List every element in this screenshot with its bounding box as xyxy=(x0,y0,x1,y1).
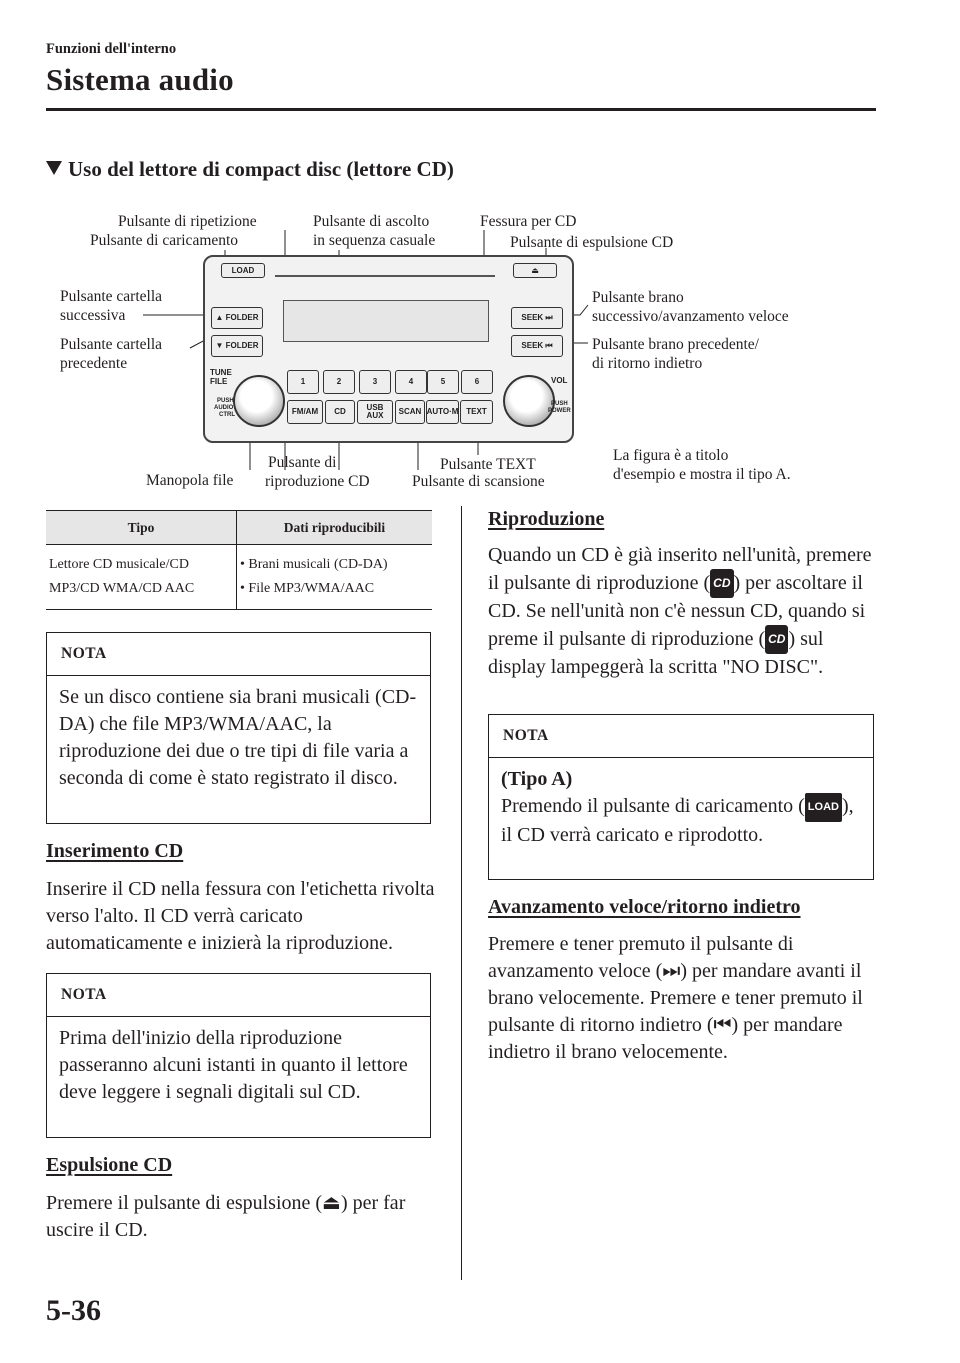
preset-4-button[interactable]: 4 xyxy=(395,370,427,394)
label-track-prev-2: di ritorno indietro xyxy=(592,355,703,372)
audio-label: AUDIO xyxy=(214,405,234,411)
preset-2-button[interactable]: 2 xyxy=(323,370,355,394)
label-track-next-2: successivo/avanzamento veloce xyxy=(592,308,789,325)
aux-label: AUX xyxy=(366,411,384,420)
rewind-icon: ⏮ xyxy=(713,1014,732,1036)
table-header-data: Dati riproducibili xyxy=(237,511,433,545)
table-row xyxy=(46,545,432,610)
power-label: POWER xyxy=(548,408,571,414)
eject-paragraph: Premere il pulsante di espulsione (⏏) per far uscire il CD. xyxy=(46,1192,406,1241)
column-divider xyxy=(461,506,462,1280)
push-label-left: PUSH xyxy=(217,398,234,404)
usb-aux-button[interactable] xyxy=(357,400,393,424)
folder-down-button[interactable]: ▼ FOLDER xyxy=(211,335,263,357)
playable-data-table xyxy=(46,510,432,610)
cd-button-icon: CD xyxy=(765,625,788,654)
section-title: Sistema audio xyxy=(46,62,234,97)
file-label: FILE xyxy=(210,377,228,386)
play-paragraph: Quando un CD è già inserito nell'unità, premere il pulsante di riproduzione ( CD ) per ascoltare il CD. Se nell'unità non c'è nessun CD, quando si preme il pulsante di riproduzione ( CD ) sul display lampeggerà la scritta "NO DISC". xyxy=(488,544,872,678)
note-text: Prima dell'inizio della riproduzione passeranno alcuni istanti in quanto il lettore deve leggere i segnali digitali sul CD. xyxy=(59,1027,408,1103)
preset-3-button[interactable]: 3 xyxy=(359,370,391,394)
preset-1-button[interactable]: 1 xyxy=(287,370,319,394)
label-eject: Pulsante di espulsione CD xyxy=(510,234,674,251)
note-box-mixed-disc xyxy=(46,632,431,824)
load-button-icon: LOAD xyxy=(805,793,842,822)
note-box-load-button xyxy=(488,714,874,880)
subheading-ff-rew: Avanzamento veloce/ritorno indietro xyxy=(488,896,801,918)
fast-forward-icon: ⏭ xyxy=(662,960,681,982)
label-repeat: Pulsante di ripetizione xyxy=(118,213,257,230)
note-heading: NOTA xyxy=(47,974,430,1017)
label-slot: Fessura per CD xyxy=(480,213,577,230)
fm-am-button[interactable]: FM/AM xyxy=(287,400,323,424)
label-file-dial: Manopola file xyxy=(146,472,234,489)
subheading-insert: Inserimento CD xyxy=(46,840,184,862)
label-play-2: riproduzione CD xyxy=(265,473,370,490)
push-label-right: PUSH xyxy=(551,401,568,407)
section-label: Funzioni dell'interno xyxy=(46,41,177,57)
label-random-2: in sequenza casuale xyxy=(313,232,436,249)
seek-next-button[interactable]: SEEK ⏭ xyxy=(511,307,563,329)
cd-slot xyxy=(275,275,495,277)
label-figure-note-1: La figura è a titolo xyxy=(613,447,729,464)
label-play-1: Pulsante di xyxy=(268,454,337,471)
label-folder-next-2: successiva xyxy=(60,307,126,324)
label-folder-prev-1: Pulsante cartella xyxy=(60,336,162,353)
page-number: 5-36 xyxy=(46,1294,101,1327)
label-figure-note-2: d'esempio e mostra il tipo A. xyxy=(613,466,791,483)
tune-file-knob[interactable] xyxy=(233,375,285,427)
ctrl-label: CTRL xyxy=(219,412,235,418)
preset-6-button[interactable]: 6 xyxy=(461,370,493,394)
cd-button[interactable]: CD xyxy=(325,400,355,424)
label-track-next-1: Pulsante brano xyxy=(592,289,684,306)
insert-paragraph: Inserire il CD nella fessura con l'etichetta rivolta verso l'alto. Il CD verrà caricato automaticamente e inizierà la riproduzione. xyxy=(46,878,435,954)
note-text: Se un disco contiene sia brani musicali (CD-DA) che file MP3/WMA/AAC, la riproduzione dei due o tre tipi di file varia a seconda di come è stato registrato il disco. xyxy=(59,686,417,789)
usb-label: USB xyxy=(366,403,384,412)
table-cell-data: • Brani musicali (CD-DA) • File MP3/WMA/AAC xyxy=(237,545,433,610)
text-button[interactable]: TEXT xyxy=(460,400,493,424)
preset-5-button[interactable]: 5 xyxy=(427,370,459,394)
folder-up-button[interactable]: ▲ FOLDER xyxy=(211,307,263,329)
scan-button[interactable]: SCAN xyxy=(395,400,425,424)
cd-button-icon: CD xyxy=(710,569,733,598)
label-folder-prev-2: precedente xyxy=(60,355,128,372)
eject-icon: ⏏ xyxy=(531,265,539,275)
note-heading: NOTA xyxy=(489,715,873,758)
subheading-eject: Espulsione CD xyxy=(46,1154,173,1176)
volume-knob[interactable] xyxy=(503,375,555,427)
display-screen xyxy=(283,300,489,342)
label-text: Pulsante TEXT xyxy=(440,456,536,473)
audio-unit-panel xyxy=(203,255,574,443)
eject-icon: ⏏ xyxy=(322,1192,341,1214)
label-scan: Pulsante di scansione xyxy=(412,473,545,490)
note-text: (Tipo A) Premendo il pulsante di caricamento ( LOAD ), il CD verrà caricato e riprodotto. xyxy=(501,768,854,846)
tune-label: TUNE xyxy=(210,368,232,377)
label-track-prev-1: Pulsante brano precedente/ xyxy=(592,336,759,353)
table-header-type: Tipo xyxy=(46,511,237,545)
page-heading: Uso del lettore di compact disc (lettore CD) xyxy=(46,157,454,182)
label-folder-next-1: Pulsante cartella xyxy=(60,288,162,305)
eject-button[interactable] xyxy=(513,263,557,278)
note-box-loading xyxy=(46,973,431,1138)
note-heading: NOTA xyxy=(47,633,430,676)
load-button[interactable]: LOAD xyxy=(221,263,265,278)
label-load: Pulsante di caricamento xyxy=(90,232,239,249)
auto-m-button[interactable]: AUTO·M xyxy=(426,400,459,424)
seek-prev-button[interactable]: SEEK ⏮ xyxy=(511,335,563,357)
subheading-play: Riproduzione xyxy=(488,508,605,530)
label-random-1: Pulsante di ascolto xyxy=(313,213,430,230)
vol-label: VOL xyxy=(551,376,568,385)
ff-rew-paragraph: Premere e tener premuto il pulsante di avanzamento veloce (⏭) per mandare avanti il brano velocemente. Premere e tener premuto il pulsante di ritorno indietro (⏮) per mandare indietro il brano velocemente. xyxy=(488,933,863,1063)
table-cell-type: Lettore CD musicale/CD MP3/CD WMA/CD AAC xyxy=(46,545,237,610)
